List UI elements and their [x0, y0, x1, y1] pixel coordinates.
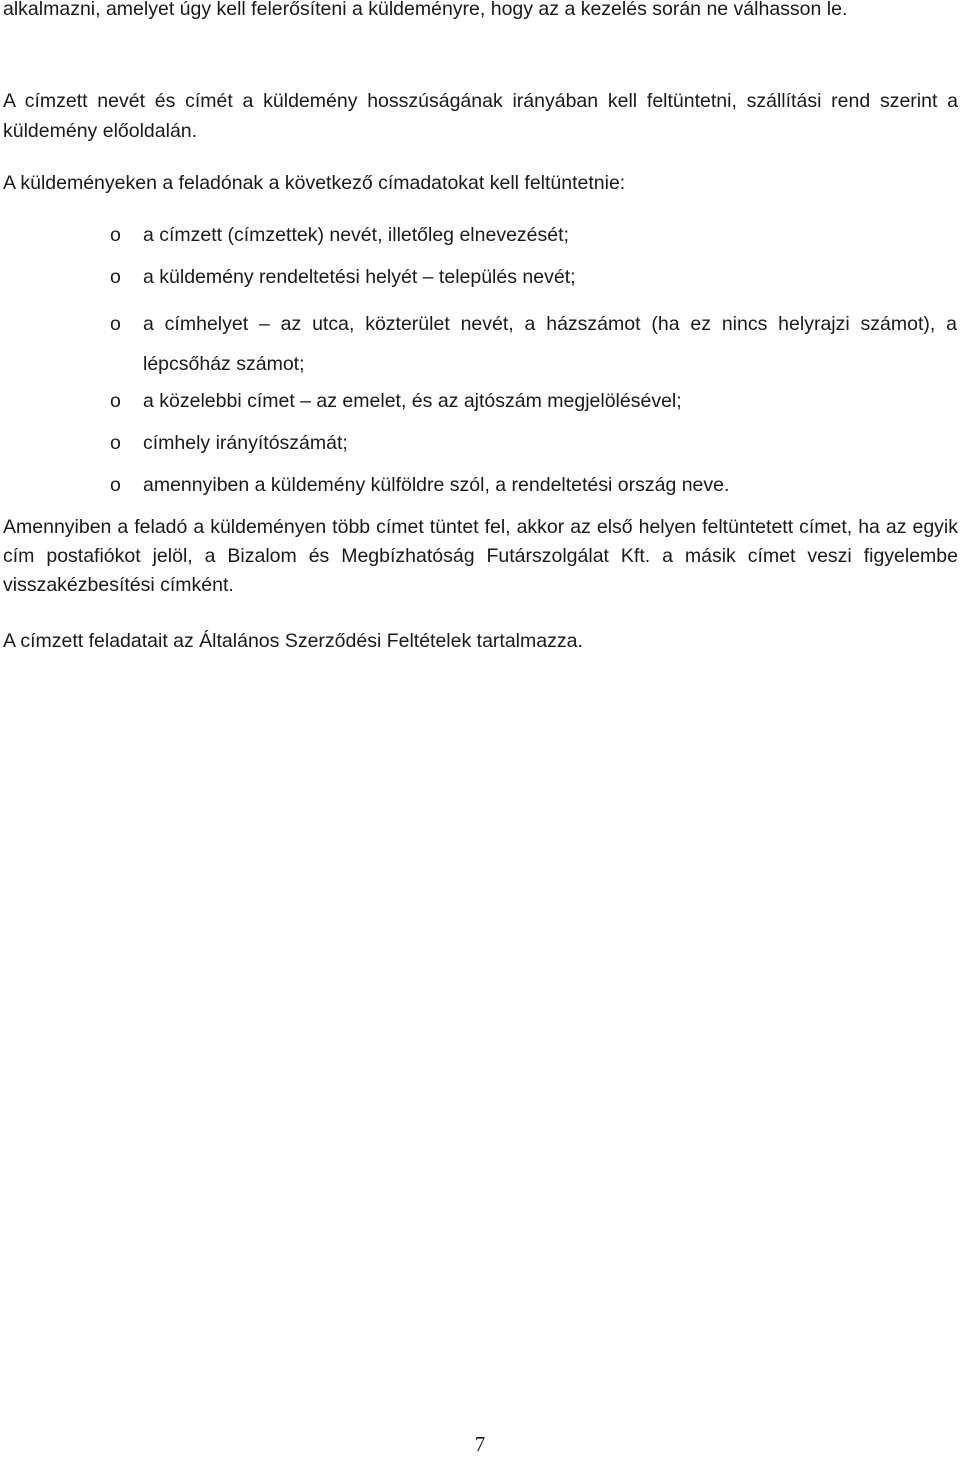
bullet-icon: o [110, 313, 121, 335]
list-item-text: a közelebbi címet – az emelet, és az ajtószám megjelölésével; [143, 390, 682, 412]
list-item-text: a címzett (címzettek) nevét, illetőleg elnevezését; [143, 224, 569, 246]
address-requirements-list [0, 220, 960, 512]
list-item [0, 304, 957, 384]
list-item [0, 428, 957, 459]
bullet-icon: o [110, 224, 121, 246]
list-item [0, 262, 957, 293]
bullet-icon: o [110, 474, 121, 496]
paragraph-address-placement: A címzett nevét és címét a küldemény hosszúságának irányában kell feltüntetni, szállítási rend szerint a küldemény előoldalán. [3, 90, 958, 142]
list-item [0, 470, 957, 501]
list-item-text: a küldemény rendeltetési helyét – település nevét; [143, 266, 576, 288]
list-item-text: címhely irányítószámát; [143, 432, 348, 454]
list-item-text: a címhelyet – az utca, közterület nevét, a házszámot (ha ez nincs helyrajzi számot), a lépcsőház számot; [143, 313, 957, 375]
bullet-icon: o [110, 432, 121, 454]
paragraph-recipient-duties: A címzett feladatait az Általános Szerződési Feltételek tartalmazza. [3, 630, 583, 652]
paragraph-attachment: alkalmazni, amelyet úgy kell felerősíteni a küldeményre, hogy az a kezelés során ne válhasson le. [3, 0, 848, 20]
list-item [0, 220, 957, 251]
bullet-icon: o [110, 266, 121, 288]
paragraph-multiple-addresses: Amennyiben a feladó a küldeményen több címet tüntet fel, akkor az első helyen feltüntetett címet, ha az egyik cím postafiókot jelöl, a Bizalom és Megbízhatóság Futárszolgálat Kft. a másik címet veszi figyelembe visszakézbesítési címként. [3, 516, 958, 596]
bullet-icon: o [110, 390, 121, 412]
list-item-text: amennyiben a küldemény külföldre szól, a rendeltetési ország neve. [143, 474, 730, 496]
page-number: 7 [474, 1432, 486, 1456]
list-item [0, 386, 957, 417]
paragraph-address-requirements-intro: A küldeményeken a feladónak a következő címadatokat kell feltüntetnie: [3, 172, 626, 194]
